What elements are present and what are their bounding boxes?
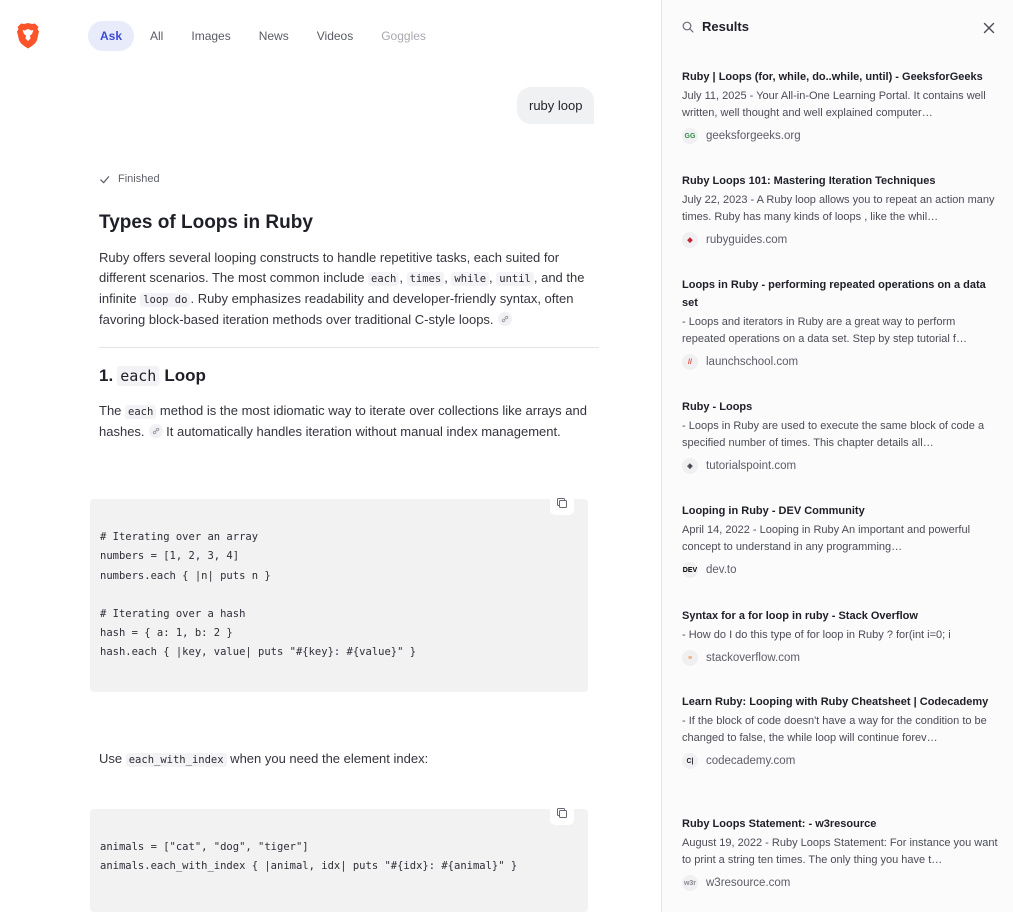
result-domain: stackoverflow.com	[706, 652, 800, 664]
inline-code: loop do	[140, 293, 190, 307]
result-domain: launchschool.com	[706, 356, 799, 368]
result-domain: codecademy.com	[706, 755, 796, 767]
search-result[interactable]	[682, 502, 998, 578]
result-title[interactable]: Syntax for a for loop in ruby - Stack Overflow	[682, 610, 918, 622]
citation-link[interactable]	[149, 424, 163, 438]
result-domain: dev.to	[706, 564, 737, 576]
tab-ask[interactable]: Ask	[88, 21, 134, 51]
result-source[interactable]	[682, 650, 998, 666]
result-title[interactable]: Ruby Loops 101: Mastering Iteration Techniques	[682, 175, 936, 187]
section-paragraph-2: Use each_with_index when you need the element index:	[99, 751, 429, 766]
search-type-tabs	[88, 21, 442, 51]
search-result[interactable]	[682, 607, 998, 666]
search-icon	[682, 21, 694, 33]
result-description: - Loops in Ruby are used to execute the same block of code a specified number of times. This chapter details all…	[682, 420, 985, 449]
site-favicon-icon: ◆	[682, 232, 698, 248]
copy-code-button[interactable]	[550, 491, 574, 515]
user-query-bubble: ruby loop	[517, 87, 594, 124]
intro-paragraph: Ruby offers several looping constructs to handle repetitive tasks, each suited for different scenarios. The most common include each , times , while , until , and the infinite loop do . Ruby emphasizes readability and developer-friendly syntax, often favoring block-based iteration methods over traditional C-style loops.	[99, 250, 585, 327]
result-description: July 11, 2025 - Your All-in-One Learning Portal. It contains well written, well thought and well explained computer…	[682, 90, 986, 119]
copy-icon	[556, 807, 568, 819]
inline-code: times	[407, 272, 445, 286]
site-favicon-icon: DEV	[682, 562, 698, 578]
search-result[interactable]	[682, 68, 998, 144]
code-text-2: animals = ["cat", "dog", "tiger"] animals.each_with_index { |animal, idx| puts "#{idx}: #{animal}" }	[100, 841, 518, 873]
result-description: August 19, 2022 - Ruby Loops Statement: For instance you want to print a string ten times. The only thing you have t…	[682, 837, 998, 866]
result-title[interactable]: Looping in Ruby - DEV Community	[682, 505, 865, 517]
code-text: # Iterating over an array numbers = [1, 2, 3, 4] numbers.each { |n| puts n } # Iterating over a hash hash = { a: 1, b: 2 } hash.each { |key, value| puts "#{key}: #{value}" }	[100, 531, 417, 659]
result-description: - Loops and iterators in Ruby are a great way to perform repeated operations on a data set. Step by step tutorial f…	[682, 316, 967, 345]
result-source[interactable]	[682, 875, 998, 891]
result-title[interactable]: Loops in Ruby - performing repeated operations on a data set	[682, 279, 986, 309]
result-source[interactable]	[682, 128, 998, 144]
site-favicon-icon: //	[682, 354, 698, 370]
result-domain: geeksforgeeks.org	[706, 130, 801, 142]
site-favicon-icon: ≡	[682, 650, 698, 666]
close-icon	[981, 20, 997, 36]
search-result[interactable]	[682, 693, 998, 769]
results-sidebar	[661, 0, 1013, 912]
check-icon	[99, 174, 110, 185]
result-title[interactable]: Ruby - Loops	[682, 401, 753, 413]
close-sidebar-button[interactable]	[981, 20, 997, 36]
section-heading: 1. each Loop	[99, 366, 206, 385]
search-result[interactable]	[682, 398, 998, 474]
copy-code-button-2[interactable]	[550, 801, 574, 825]
inline-code: each_with_index	[126, 753, 227, 767]
result-source[interactable]	[682, 354, 998, 370]
brave-lion-icon	[16, 22, 40, 50]
sidebar-header	[682, 19, 749, 34]
result-title[interactable]: Learn Ruby: Looping with Ruby Cheatsheet | Codecademy	[682, 696, 989, 708]
search-result[interactable]	[682, 276, 998, 370]
site-favicon-icon: ◈	[682, 458, 698, 474]
link-icon	[152, 427, 160, 435]
tab-news[interactable]: News	[258, 29, 289, 43]
inline-code: each	[368, 272, 399, 286]
section-divider	[99, 347, 599, 348]
inline-code: each	[125, 405, 156, 419]
section-paragraph: The each method is the most idiomatic way to iterate over collections like arrays and hashes. It automatically handles iteration without manual index management.	[99, 403, 587, 439]
sidebar-title: Results	[702, 19, 749, 34]
answer-status	[99, 173, 160, 185]
result-domain: rubyguides.com	[706, 234, 788, 246]
search-result[interactable]	[682, 815, 998, 891]
answer-heading: Types of Loops in Ruby	[99, 212, 313, 233]
heading-inline-code: each	[117, 366, 159, 386]
result-description: - How do I do this type of for loop in Ruby ? for(int i=0; i	[682, 629, 951, 641]
inline-code: until	[496, 272, 534, 286]
code-block-2	[90, 809, 588, 912]
result-title[interactable]: Ruby Loops Statement: - w3resource	[682, 818, 877, 830]
result-source[interactable]	[682, 753, 998, 769]
citation-link[interactable]	[498, 312, 512, 326]
result-source[interactable]	[682, 458, 998, 474]
result-title[interactable]: Ruby | Loops (for, while, do..while, until) - GeeksforGeeks	[682, 71, 983, 83]
result-description: April 14, 2022 - Looping in Ruby An important and powerful concept to understand in any programming…	[682, 524, 971, 553]
tab-images[interactable]: Images	[191, 29, 231, 43]
site-favicon-icon: C|	[682, 753, 698, 769]
result-source[interactable]	[682, 562, 998, 578]
site-favicon-icon: w3r	[682, 875, 698, 891]
result-domain: w3resource.com	[706, 877, 791, 889]
search-result[interactable]	[682, 172, 998, 248]
result-source[interactable]	[682, 232, 998, 248]
result-description: - If the block of code doesn't have a way for the condition to be changed to false, the while loop will continue forev…	[682, 715, 987, 744]
inline-code: while	[451, 272, 489, 286]
result-description: July 22, 2023 - A Ruby loop allows you to repeat an action many times. Ruby has many kinds of loops , like the whil…	[682, 194, 995, 223]
tab-goggles[interactable]: Goggles	[381, 29, 426, 43]
tab-videos[interactable]: Videos	[316, 29, 354, 43]
code-block	[90, 499, 588, 692]
copy-icon	[556, 497, 568, 509]
brave-logo[interactable]	[16, 22, 40, 50]
tab-all[interactable]: All	[150, 29, 164, 43]
result-domain: tutorialspoint.com	[706, 460, 797, 472]
link-icon	[501, 315, 509, 323]
site-favicon-icon: GG	[682, 128, 698, 144]
status-text: Finished	[118, 173, 160, 185]
